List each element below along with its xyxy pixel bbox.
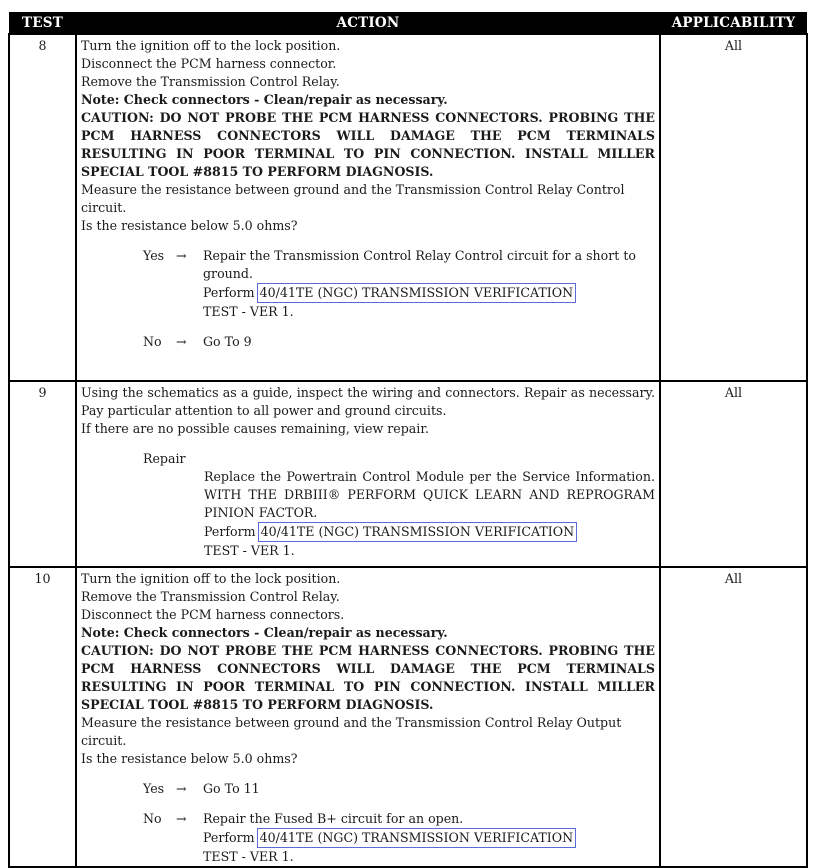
table-row xyxy=(9,381,807,567)
arrow-icon: → xyxy=(176,334,187,349)
note-text: Note: Check connectors - Clean/repair as necessary. xyxy=(81,92,448,107)
question-text: Is the resistance below 5.0 ohms? xyxy=(81,218,298,233)
action-cell xyxy=(76,34,660,381)
arrow-icon: → xyxy=(176,781,187,796)
step-text: Turn the ignition off to the lock position. xyxy=(81,38,341,53)
header-applicability: APPLICABILITY xyxy=(660,12,807,34)
yes-label: Yes xyxy=(143,248,165,263)
test-number: 8 xyxy=(9,34,76,381)
yes-label: Yes xyxy=(143,781,165,796)
action-cell xyxy=(76,567,660,867)
yes-text: Go To 11 xyxy=(203,781,260,796)
table-row xyxy=(9,34,807,381)
perform-label: Perform xyxy=(203,285,255,300)
step-text: Remove the Transmission Control Relay. xyxy=(81,589,340,604)
caution-text: CAUTION: DO NOT PROBE THE PCM HARNESS CONNECTORS. PROBING THE PCM HARNESS CONNECTORS WILL DAMAGE THE PCM TERMINALS RESULTING IN POOR TERMINAL TO PIN CONNECTION. INSTALL MILLER SPECIAL TOOL #8815 TO PERFORM DIAGNOSIS. xyxy=(81,643,655,712)
no-response xyxy=(143,810,655,866)
test-number: 10 xyxy=(9,567,76,867)
header-test: TEST xyxy=(9,12,76,34)
link-continuation[interactable]: TEST - VER 1. xyxy=(203,304,294,319)
yes-response xyxy=(143,247,655,321)
test-number: 9 xyxy=(9,381,76,567)
measure-text: Measure the resistance between ground and the Transmission Control Relay Output circuit. xyxy=(81,715,622,748)
step-text: If there are no possible causes remaining, view repair. xyxy=(81,421,429,436)
note-text: Note: Check connectors - Clean/repair as necessary. xyxy=(81,625,448,640)
caution-text: CAUTION: DO NOT PROBE THE PCM HARNESS CONNECTORS. PROBING THE PCM HARNESS CONNECTORS WILL DAMAGE THE PCM TERMINALS RESULTING IN POOR TERMINAL TO PIN CONNECTION. INSTALL MILLER SPECIAL TOOL #8815 TO PERFORM DIAGNOSIS. xyxy=(81,110,655,179)
diagnostic-document xyxy=(8,12,806,868)
applicability: All xyxy=(660,567,807,867)
no-label: No xyxy=(143,811,162,826)
measure-text: Measure the resistance between ground and the Transmission Control Relay Control circuit. xyxy=(81,182,625,215)
no-response xyxy=(143,333,655,351)
action-cell xyxy=(76,381,660,567)
link-continuation[interactable]: TEST - VER 1. xyxy=(204,543,295,558)
arrow-icon: → xyxy=(176,811,187,826)
diagnostic-table xyxy=(8,12,808,868)
repair-text: Replace the Powertrain Control Module per the Service Information. WITH THE DRBIII® PERFORM QUICK LEARN AND REPROGRAM PINION FACTOR. xyxy=(204,469,655,520)
perform-label: Perform xyxy=(203,830,255,845)
table-row xyxy=(9,567,807,867)
step-text: Disconnect the PCM harness connectors. xyxy=(81,607,345,622)
applicability: All xyxy=(660,34,807,381)
header-action: ACTION xyxy=(76,12,660,34)
step-text: Using the schematics as a guide, inspect the wiring and connectors. Repair as necessary. Pay particular attention to all power and ground circuits. xyxy=(81,385,655,418)
applicability: All xyxy=(660,381,807,567)
table-header-row xyxy=(9,12,807,34)
verification-link[interactable]: 40/41TE (NGC) TRANSMISSION VERIFICATION xyxy=(257,828,577,848)
step-text: Turn the ignition off to the lock position. xyxy=(81,571,341,586)
step-text: Remove the Transmission Control Relay. xyxy=(81,74,340,89)
no-label: No xyxy=(143,334,162,349)
question-text: Is the resistance below 5.0 ohms? xyxy=(81,751,298,766)
step-text: Disconnect the PCM harness connector. xyxy=(81,56,337,71)
yes-response xyxy=(143,780,655,798)
no-text: Go To 9 xyxy=(203,334,252,349)
link-continuation[interactable]: TEST - VER 1. xyxy=(203,849,294,864)
yes-text: Repair the Transmission Control Relay Control circuit for a short to ground. xyxy=(203,248,636,281)
repair-label: Repair xyxy=(143,451,186,466)
perform-label: Perform xyxy=(204,524,256,539)
arrow-icon: → xyxy=(176,248,187,263)
no-text: Repair the Fused B+ circuit for an open. xyxy=(203,811,464,826)
verification-link[interactable]: 40/41TE (NGC) TRANSMISSION VERIFICATION xyxy=(258,522,578,542)
verification-link[interactable]: 40/41TE (NGC) TRANSMISSION VERIFICATION xyxy=(257,283,577,303)
